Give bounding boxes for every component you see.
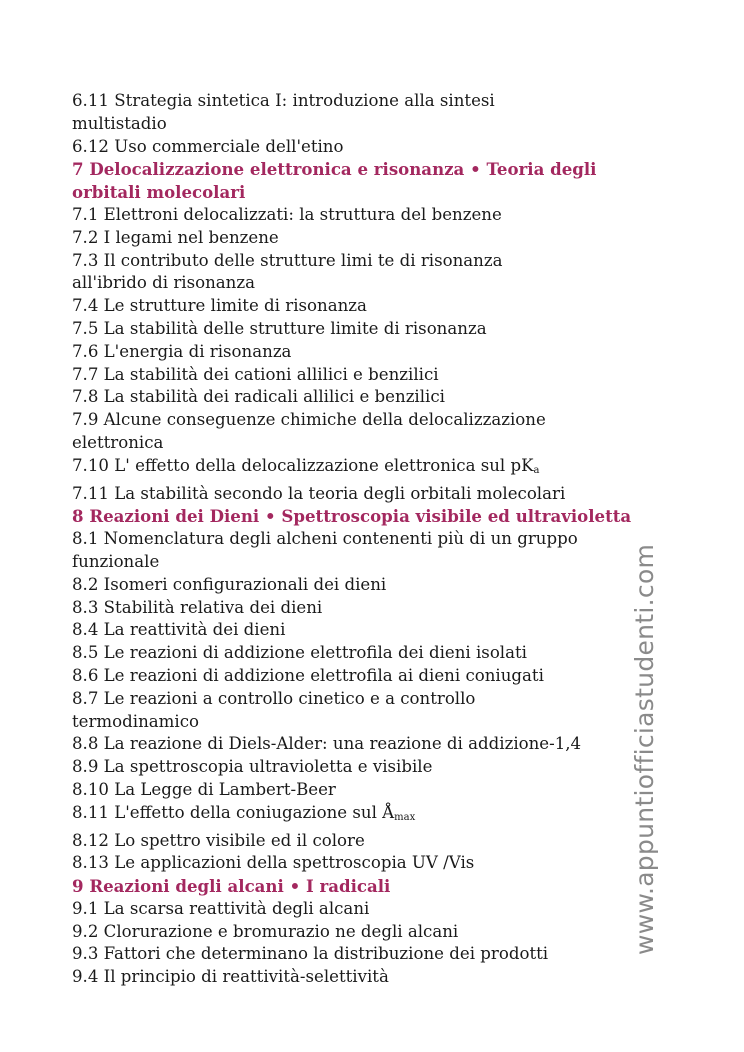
toc-entry	[72, 295, 672, 318]
toc-entry-text: 7.6 L'energia di risonanza	[72, 341, 292, 361]
toc-entry-text: 7.4 Le strutture limite di risonanza	[72, 296, 367, 316]
toc-entry	[72, 574, 672, 597]
toc-entry	[72, 802, 672, 830]
toc-entry-text: 8.2 Isomeri configurazionali dei dieni	[72, 574, 387, 594]
toc-entry	[72, 528, 672, 551]
toc-entry-text: orbitali molecolari	[72, 182, 246, 203]
toc-entry	[72, 409, 672, 432]
toc-entry-text: 6.11 Strategia sintetica I: introduzione alla sintesi	[72, 91, 495, 110]
toc-entry	[72, 921, 672, 944]
subscript: a	[533, 464, 540, 476]
toc-entry	[72, 386, 672, 409]
toc-entry	[72, 779, 672, 802]
toc-entry-text: 7.11 La stabilità secondo la teoria degli orbitali molecolari	[72, 483, 566, 503]
toc-entry	[72, 898, 672, 921]
toc-entry	[72, 113, 672, 136]
toc-entry-text: 8.1 Nomenclatura degli alcheni contenenti più di un gruppo	[72, 529, 578, 549]
toc-entry-text: 8.4 La reattività dei dieni	[72, 620, 286, 640]
watermark: www.appuntiofficiastudenti.com	[630, 543, 659, 955]
toc-entry-text: 8.10 La Legge di Lambert-Beer	[72, 779, 336, 799]
toc-entry	[72, 455, 672, 483]
toc-entry-text: 7.1 Elettroni delocalizzati: la struttura del benzene	[72, 204, 502, 224]
toc-entry	[72, 852, 672, 875]
toc-entry-text: termodinamico	[72, 711, 199, 731]
toc-entry	[72, 551, 672, 574]
toc-entry-text: 8.7 Le reazioni a controllo cinetico e a controllo	[72, 688, 476, 708]
toc-entry-text: 8.9 La spettroscopia ultravioletta e visibile	[72, 757, 433, 777]
toc-entry-text: 8.6 Le reazioni di addizione elettrofila ai dieni coniugati	[72, 665, 544, 685]
chapter-heading	[72, 875, 672, 898]
toc-entry-text: elettronica	[72, 432, 164, 452]
toc-entry	[72, 250, 672, 273]
toc-entry-text: 7.7 La stabilità dei cationi allilici e benzilici	[72, 364, 439, 384]
toc-entry	[72, 943, 672, 966]
toc-entry-text: 8.12 Lo spettro visibile ed il colore	[72, 830, 365, 850]
toc-entry-text: funzionale	[72, 551, 160, 571]
toc-entry-text: 8.3 Stabilità relativa dei dieni	[72, 597, 323, 617]
table-of-contents	[72, 90, 672, 989]
toc-entry-text: 9.1 La scarsa reattività degli alcani	[72, 898, 370, 918]
toc-entry-text: all'ibrido di risonanza	[72, 273, 255, 293]
toc-entry	[72, 136, 672, 159]
toc-entry-text: 7.3 Il contributo delle strutture limi te di risonanza	[72, 250, 503, 270]
toc-entry	[72, 733, 672, 756]
chapter-heading	[72, 181, 672, 204]
toc-entry-text: 8 Reazioni dei Dieni • Spettroscopia visibile ed ultravioletta	[72, 506, 632, 527]
toc-entry-text: 7.10 L' effetto della delocalizzazione elettronica sul pK	[72, 455, 534, 475]
toc-entry	[72, 597, 672, 620]
toc-entry	[72, 272, 672, 295]
subscript: max	[394, 811, 416, 823]
toc-entry-text: 7.8 La stabilità dei radicali allilici e benzilici	[72, 387, 445, 407]
toc-entry	[72, 432, 672, 455]
toc-entry	[72, 642, 672, 665]
toc-entry	[72, 341, 672, 364]
toc-entry	[72, 966, 672, 989]
toc-entry	[72, 688, 672, 711]
toc-entry-text: 6.12 Uso commerciale dell'etino	[72, 136, 344, 156]
toc-entry-text: 8.11 L'effetto della coniugazione sul Å	[72, 802, 395, 822]
toc-entry-text: 7 Delocalizzazione elettronica e risonanza • Teoria degli	[72, 159, 597, 180]
toc-entry-text: 9.4 Il principio di reattività-selettività	[72, 967, 389, 987]
toc-entry	[72, 830, 672, 853]
toc-entry	[72, 364, 672, 387]
toc-entry-text: 9.3 Fattori che determinano la distribuzione dei prodotti	[72, 944, 549, 964]
toc-entry	[72, 619, 672, 642]
toc-entry	[72, 227, 672, 250]
toc-entry	[72, 756, 672, 779]
toc-entry	[72, 90, 672, 113]
toc-entry-text: 8.8 La reazione di Diels-Alder: una reazione di addizione-1,4	[72, 734, 582, 754]
toc-entry-text: 8.13 Le applicazioni della spettroscopia UV /Vis	[72, 853, 475, 873]
chapter-heading	[72, 158, 672, 181]
toc-entry-text: multistadio	[72, 113, 167, 133]
toc-entry	[72, 318, 672, 341]
toc-entry	[72, 204, 672, 227]
toc-entry-text: 9 Reazioni degli alcani • I radicali	[72, 876, 391, 897]
toc-entry-text: 7.9 Alcune conseguenze chimiche della delocalizzazione	[72, 410, 546, 430]
toc-entry	[72, 665, 672, 688]
toc-entry	[72, 483, 672, 506]
toc-entry	[72, 711, 672, 734]
toc-entry-text: 8.5 Le reazioni di addizione elettrofila dei dieni isolati	[72, 643, 527, 663]
toc-entry-text: 9.2 Clorurazione e bromurazio ne degli alcani	[72, 921, 459, 941]
toc-entry-text: 7.2 I legami nel benzene	[72, 227, 279, 247]
chapter-heading	[72, 505, 672, 528]
toc-entry-text: 7.5 La stabilità delle strutture limite di risonanza	[72, 318, 487, 338]
